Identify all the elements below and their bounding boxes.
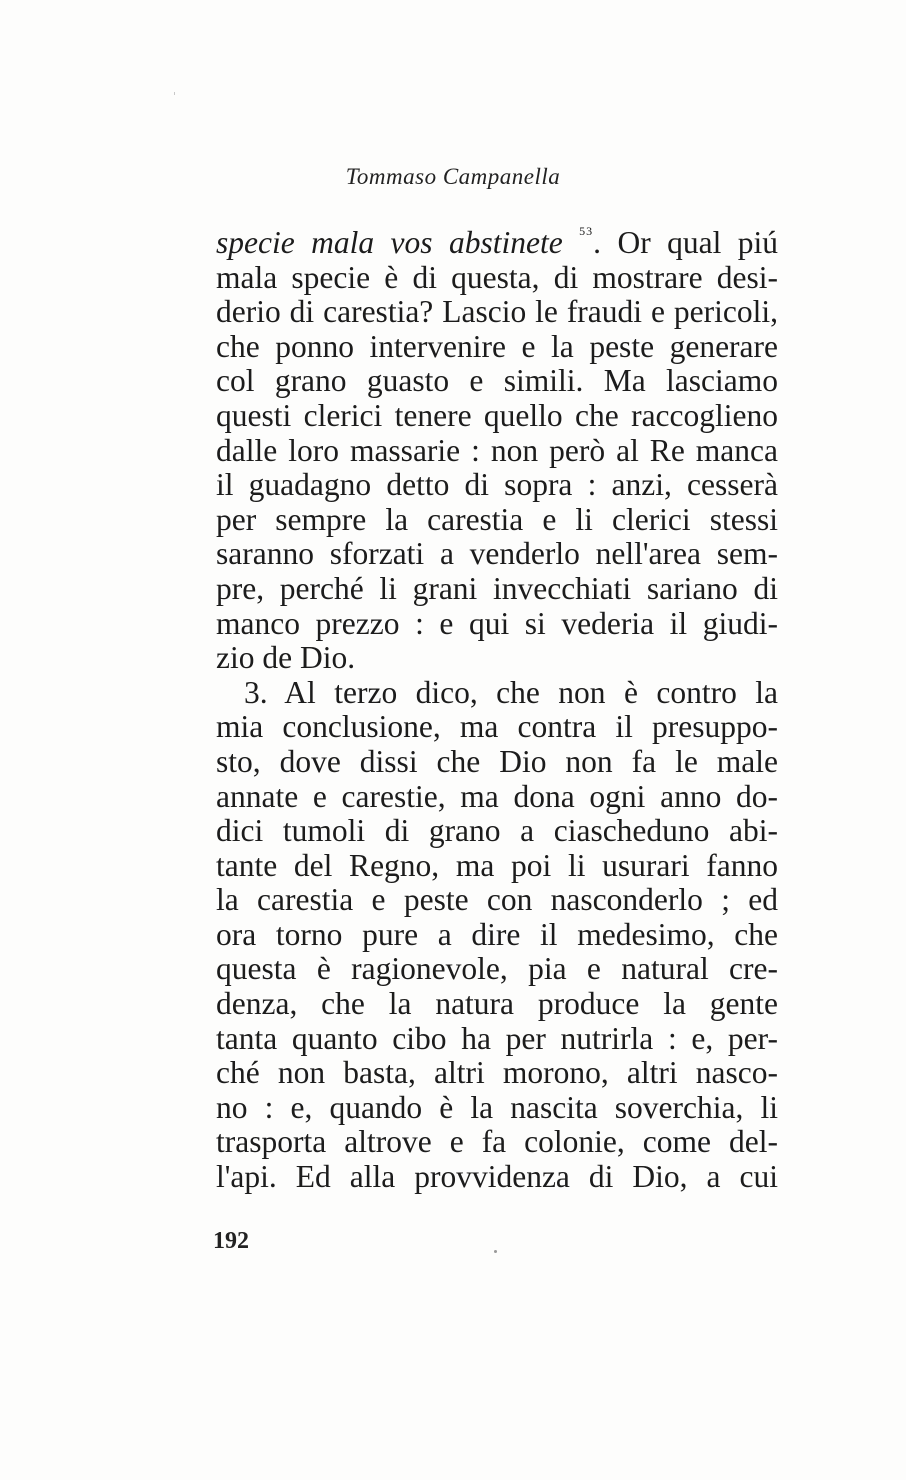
text-line (216, 641, 778, 676)
italic-phrase: specie mala vos abstinete (216, 225, 563, 260)
text-line (216, 295, 778, 330)
text-line (216, 849, 778, 884)
line-text (563, 225, 579, 260)
line-text: ché non basta, altri morono, altri nasco- (216, 1055, 778, 1091)
line-text: dalle loro massarie : non però al Re manca (216, 432, 778, 468)
text-line (216, 364, 778, 399)
line-text: derio di carestia? Lascio le fraudi e pericoli, (216, 294, 778, 330)
line-text: zio de Dio. (216, 640, 356, 676)
page-number: 192 (213, 1228, 249, 1254)
line-text: denza, che la natura produce la gente (216, 986, 778, 1022)
running-head: Tommaso Campanella (345, 164, 561, 189)
text-line (216, 883, 778, 918)
page-speck (174, 92, 175, 95)
line-text: mala specie è di questa, di mostrare desi- (216, 259, 778, 295)
text-line (216, 676, 778, 711)
text-line (216, 814, 778, 849)
line-text: annate e carestie, ma dona ogni anno do- (216, 778, 778, 814)
body-text (216, 226, 778, 1195)
line-text: tanta quanto cibo ha per nutrirla : e, per- (216, 1020, 778, 1056)
line-text: questa è ragionevole, pia e natural cre- (216, 951, 778, 987)
line-text: ora torno pure a dire il medesimo, che (216, 916, 778, 952)
line-text: col grano guasto e simili. Ma lasciamo (216, 363, 778, 399)
text-line (216, 1056, 778, 1091)
line-text: questi clerici tenere quello che raccoglieno (216, 397, 778, 433)
text-line (216, 330, 778, 365)
text-line (216, 1091, 778, 1126)
line-text: la carestia e peste con nasconderlo ; ed (216, 882, 778, 918)
line-text: no : e, quando è la nascita soverchia, li (216, 1089, 778, 1125)
line-text: l'api. Ed alla provvidenza di Dio, a cui (216, 1159, 778, 1195)
text-line (216, 537, 778, 572)
text-line (216, 607, 778, 642)
line-text: sto, dove dissi che Dio non fa le male (216, 743, 778, 779)
line-text: per sempre la carestia e li clerici stessi (216, 501, 778, 537)
line-text: il guadagno detto di sopra : anzi, cesserà (216, 467, 778, 503)
text-line (216, 710, 778, 745)
text-line (216, 503, 778, 538)
text-line (216, 434, 778, 469)
line-text: 3. Al terzo dico, che non è contro la (244, 674, 778, 710)
line-text: dici tumoli di grano a ciascheduno abi- (216, 813, 778, 849)
line-text: pre, perché li grani invecchiati sariano di (216, 570, 778, 606)
text-line (216, 226, 778, 261)
text-line (216, 1125, 778, 1160)
text-line (216, 1160, 778, 1195)
text-line (216, 1022, 778, 1057)
text-line (216, 572, 778, 607)
text-line (216, 987, 778, 1022)
line-text: mia conclusione, ma contra il presuppo- (216, 709, 778, 745)
text-line (216, 399, 778, 434)
text-line (216, 780, 778, 815)
text-line (216, 918, 778, 953)
line-text: trasporta altrove e fa colonie, come del- (216, 1124, 778, 1160)
line-text: . Or qual piú (593, 225, 779, 260)
text-line (216, 745, 778, 780)
text-line (216, 468, 778, 503)
line-text: che ponno intervenire e la peste generare (216, 328, 778, 364)
line-text: tante del Regno, ma poi li usurari fanno (216, 847, 778, 883)
footnote-marker: 53 (579, 224, 594, 238)
text-line (216, 952, 778, 987)
page-speck (494, 1250, 497, 1253)
line-text: manco prezzo : e qui si vederia il giudi- (216, 605, 778, 641)
text-line (216, 261, 778, 296)
line-text: saranno sforzati a venderlo nell'area sem- (216, 536, 778, 572)
